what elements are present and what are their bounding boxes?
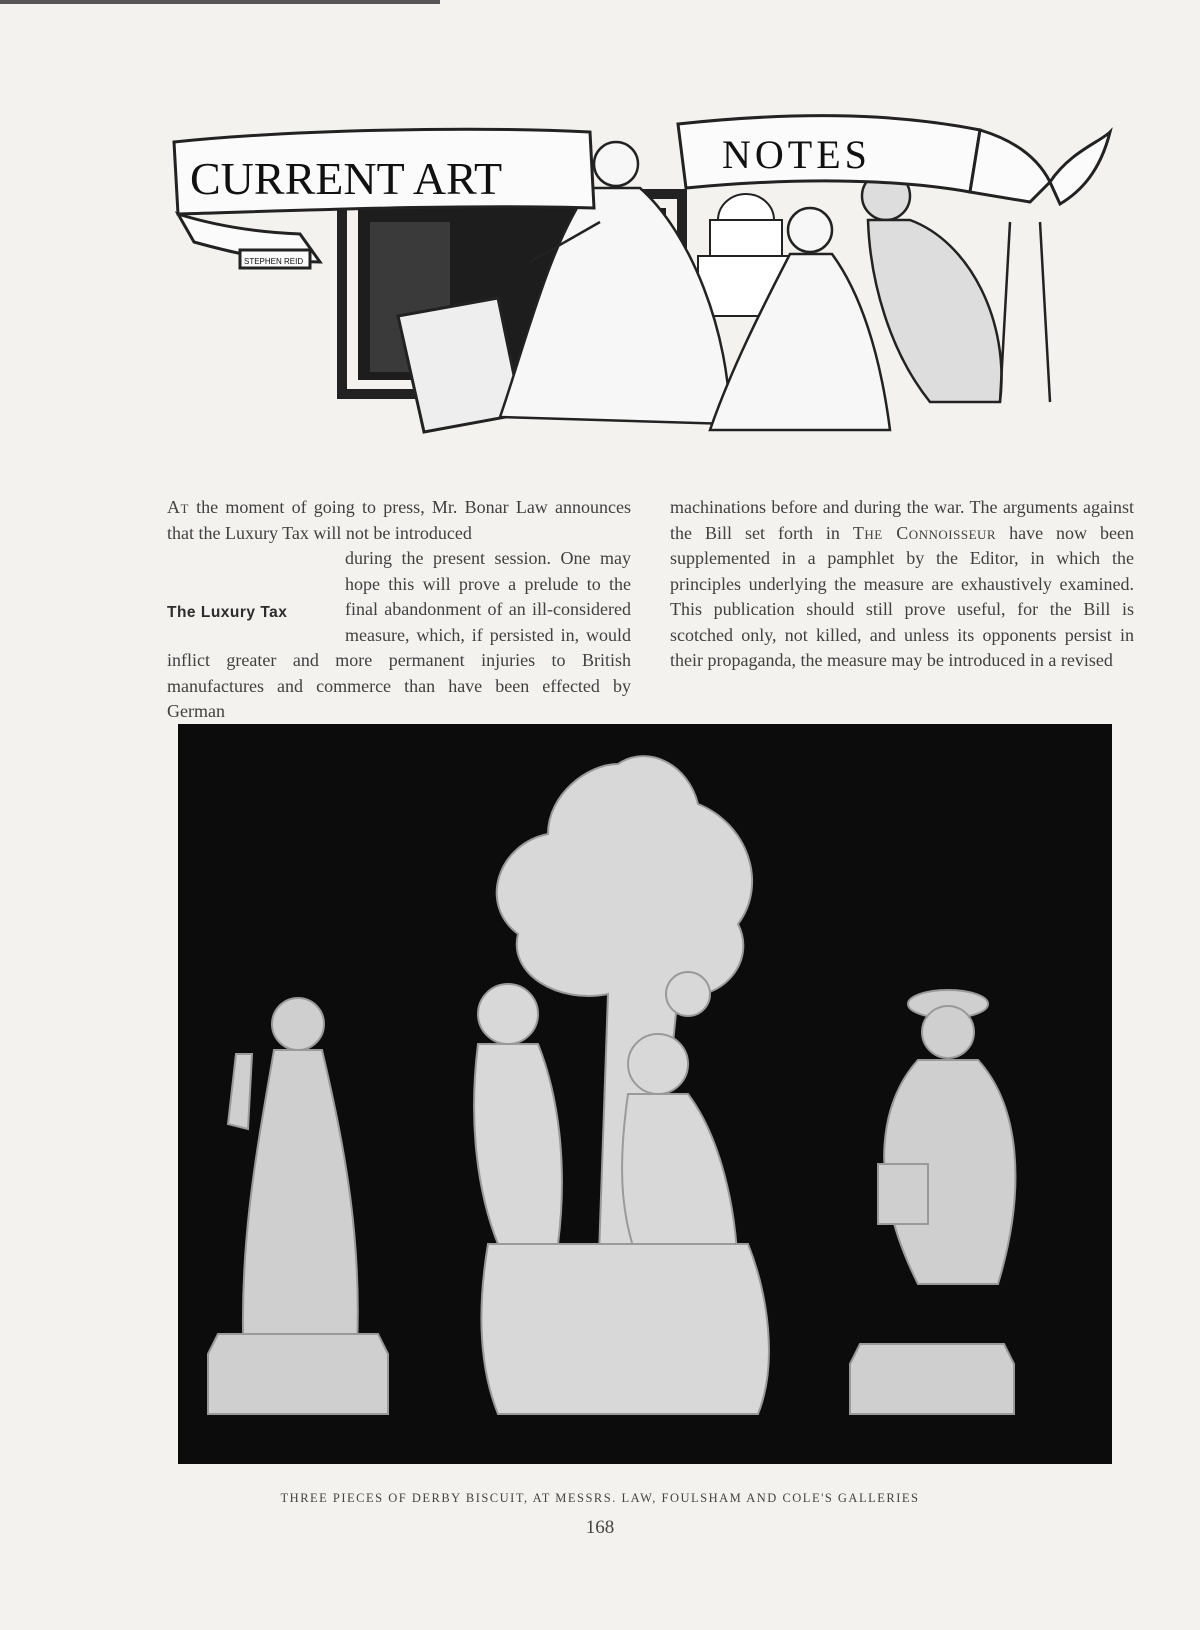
top-edge-rule	[0, 0, 440, 4]
page-number: 168	[585, 1517, 615, 1538]
paragraph-left-part1: the moment of going to press, Mr. Bonar Law announces that the Luxury Tax will not be introduced	[167, 497, 631, 543]
artist-signature: STEPHEN REID	[244, 257, 304, 266]
banner-title-left: CURRENT ART	[190, 153, 503, 204]
current-art-notes-banner	[170, 112, 1130, 467]
derby-biscuit-photograph	[178, 724, 1112, 1464]
figure-caption: THREE PIECES OF DERBY BISCUIT, AT MESSRS. LAW, FOULSHAM AND COLE'S GALLERIES	[280, 1491, 920, 1505]
painter-figure	[862, 172, 1050, 402]
drop-lead-word: At	[167, 497, 189, 517]
article-column-left	[167, 495, 631, 725]
paragraph-right	[670, 495, 1134, 674]
banner-title-right: NOTES	[722, 132, 871, 177]
side-heading: The Luxury Tax	[167, 604, 288, 621]
journal-title: The Connoisseur	[852, 522, 997, 543]
article-column-right	[670, 495, 1134, 674]
paragraph-right-part1: machinations before and during the war. The arguments against the Bill set forth in	[670, 497, 1134, 543]
paragraph-right-part2: have now been supplemented in a pamphlet by the Editor, in which the principles underlying the measure are exhaustively examined. This publication should still prove useful, for the Bill is scotched only, not killed, and unless its opponents persist in their propaganda, the measure may be introduced in a revised	[670, 522, 1135, 670]
paragraph-left	[167, 495, 631, 546]
paragraph-left-part2: during the present session. One may hope this will prove a prelude to the final abandonment of an ill-considered measure, which, if persisted in, would inflict greater and more permanent injuries to British manufactures and commerce than have been effected by German	[167, 548, 631, 721]
